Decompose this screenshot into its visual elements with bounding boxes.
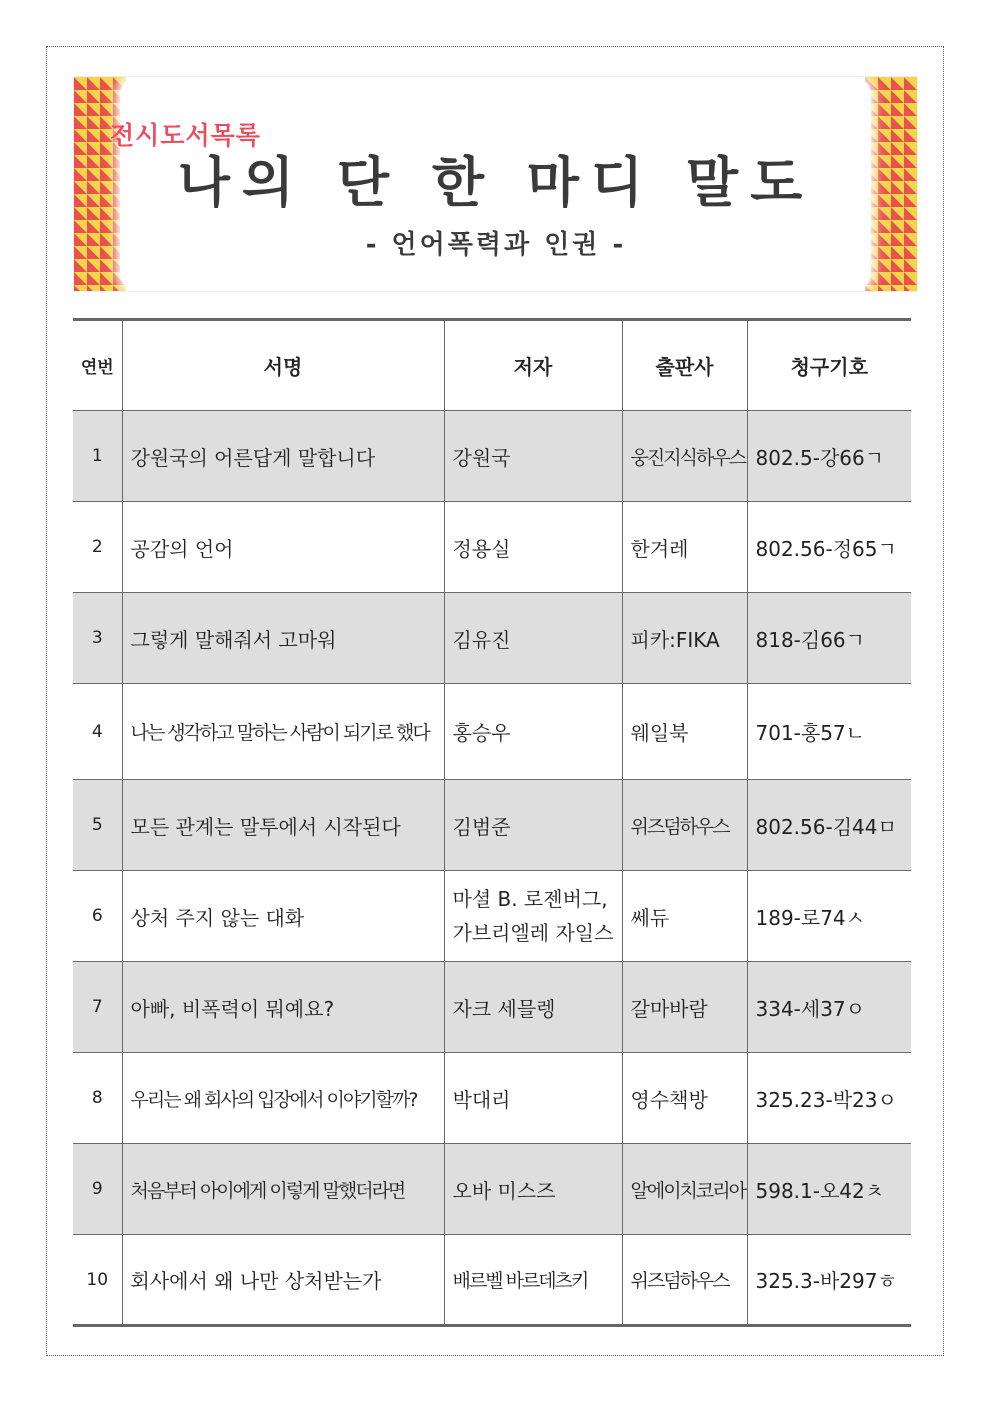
book-author: 홍승우 — [444, 684, 622, 780]
table-row — [73, 780, 911, 871]
table-row — [73, 1144, 911, 1235]
book-author: 강원국 — [444, 411, 622, 502]
book-publisher: 한겨레 — [622, 502, 747, 593]
row-number: 2 — [73, 502, 122, 593]
row-number: 1 — [73, 411, 122, 502]
book-title: 처음부터 아이에게 이렇게 말했더라면 — [122, 1144, 444, 1235]
exhibit-label: 전시도서목록 — [110, 121, 261, 150]
book-title: 회사에서 왜 나만 상처받는가 — [122, 1235, 444, 1326]
table-row — [73, 411, 911, 502]
row-number: 7 — [73, 962, 122, 1053]
book-call-number: 325.3-바297ㅎ — [747, 1235, 911, 1326]
book-author: 자크 세믈렝 — [444, 962, 622, 1053]
book-author — [444, 871, 622, 962]
column-header-number: 연번 — [73, 320, 122, 411]
book-author: 김유진 — [444, 593, 622, 684]
table-row — [73, 1235, 911, 1326]
row-number: 10 — [73, 1235, 122, 1326]
book-call-number: 818-김66ㄱ — [747, 593, 911, 684]
book-call-number: 334-세37ㅇ — [747, 962, 911, 1053]
book-publisher: 영수책방 — [622, 1053, 747, 1144]
book-publisher: 쎄듀 — [622, 871, 747, 962]
book-list-table — [73, 318, 911, 1327]
row-number: 6 — [73, 871, 122, 962]
row-number: 4 — [73, 684, 122, 780]
table-row — [73, 684, 911, 780]
book-call-number: 701-홍57ㄴ — [747, 684, 911, 780]
book-publisher: 위즈덤하우스 — [622, 1235, 747, 1326]
book-publisher: 위즈덤하우스 — [622, 780, 747, 871]
book-title: 공감의 언어 — [122, 502, 444, 593]
row-number: 9 — [73, 1144, 122, 1235]
book-title: 우리는 왜 회사의 입장에서 이야기할까? — [122, 1053, 444, 1144]
book-publisher: 웨일북 — [622, 684, 747, 780]
row-number: 8 — [73, 1053, 122, 1144]
book-title: 나는 생각하고 말하는 사람이 되기로 했다 — [122, 684, 444, 780]
book-author: 박대리 — [444, 1053, 622, 1144]
book-author-line-1: 마셜 B. 로젠버그, — [452, 887, 608, 911]
book-call-number: 598.1-오42ㅊ — [747, 1144, 911, 1235]
book-call-number: 802.56-김44ㅁ — [747, 780, 911, 871]
book-call-number: 802.5-강66ㄱ — [747, 411, 911, 502]
column-header-call-number: 청구기호 — [747, 320, 911, 411]
book-title: 모든 관계는 말투에서 시작된다 — [122, 780, 444, 871]
column-header-title: 서명 — [122, 320, 444, 411]
column-header-author: 저자 — [444, 320, 622, 411]
book-publisher: 갈마바람 — [622, 962, 747, 1053]
book-title: 그렇게 말해줘서 고마워 — [122, 593, 444, 684]
table-row — [73, 871, 911, 962]
book-author-line-2: 가브리엘레 자일스 — [452, 921, 614, 945]
row-number: 5 — [73, 780, 122, 871]
row-number: 3 — [73, 593, 122, 684]
page-subtitle: - 언어폭력과 인권 - — [365, 230, 627, 260]
page-title: 나의 단 한 마디 말도 — [177, 151, 815, 214]
column-header-publisher: 출판사 — [622, 320, 747, 411]
book-title: 아빠, 비폭력이 뭐예요? — [122, 962, 444, 1053]
book-publisher: 피카:FIKA — [622, 593, 747, 684]
book-title: 강원국의 어른답게 말합니다 — [122, 411, 444, 502]
table-row — [73, 1053, 911, 1144]
book-publisher: 알에이치코리아 — [622, 1144, 747, 1235]
book-author: 오바 미스즈 — [444, 1144, 622, 1235]
book-publisher: 웅진지식하우스 — [622, 411, 747, 502]
table-header-row — [73, 320, 911, 411]
book-call-number: 325.23-박23ㅇ — [747, 1053, 911, 1144]
table-row — [73, 502, 911, 593]
book-call-number: 189-로74ㅅ — [747, 871, 911, 962]
book-author: 김범준 — [444, 780, 622, 871]
book-call-number: 802.56-정65ㄱ — [747, 502, 911, 593]
book-author: 배르벨 바르데츠키 — [444, 1235, 622, 1326]
table-row — [73, 962, 911, 1053]
book-title: 상처 주지 않는 대화 — [122, 871, 444, 962]
table-row — [73, 593, 911, 684]
book-author: 정용실 — [444, 502, 622, 593]
